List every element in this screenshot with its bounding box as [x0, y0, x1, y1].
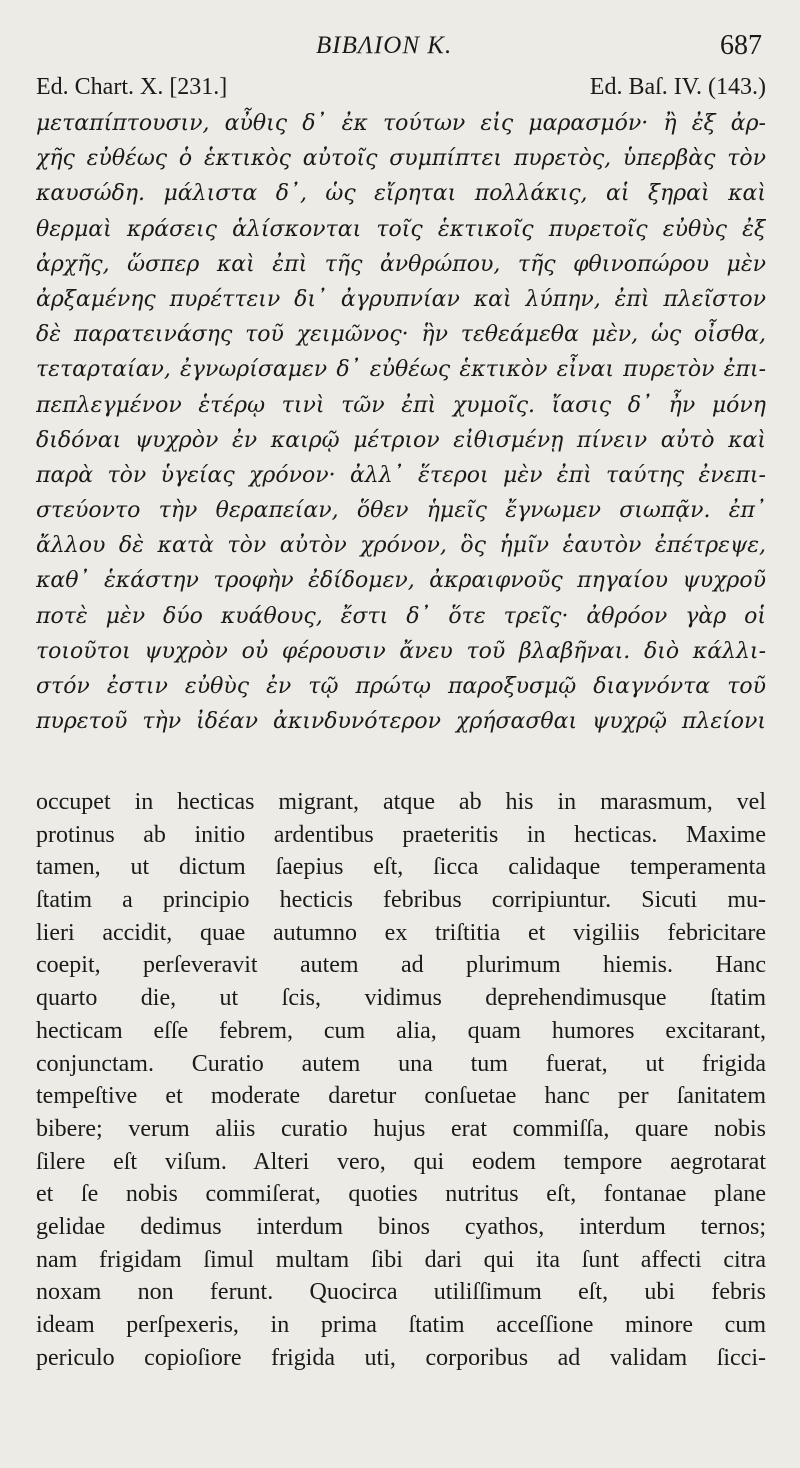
greek-text-line: καθ᾽ ἑκάστην τροφὴν ἐδίδομεν, ἀκραιφνοῦς πηγαίου ψυχροῦ: [36, 568, 766, 594]
latin-text-line: tempeſtive et moderate daretur conſuetae hanc per ſanitatem: [36, 1083, 766, 1110]
latin-text-line: ſtatim a principio hecticis febribus corripiuntur. Sicuti mu-: [36, 887, 766, 914]
greek-text-line: πεπλεγμένον ἑτέρῳ τινὶ τῶν ἐπὶ χυμοῖς. ἴασις δ᾽ ἦν μόνη: [36, 392, 766, 418]
latin-text-line: tamen, ut dictum ſaepius eſt, ſicca calidaque temperamenta: [36, 854, 766, 881]
greek-text-line: καυσώδη. μάλιστα δ᾽, ὡς εἴρηται πολλάκις, αἱ ξηραὶ καὶ: [36, 181, 766, 207]
greek-text-line: δὲ παρατεινάσης τοῦ χειμῶνος· ἣν τεθεάμεθα μὲν, ὡς οἶσθα,: [36, 322, 766, 348]
edition-reference-chartier: Ed. Chart. X. [231.]: [36, 74, 228, 100]
latin-text-line: ſilere eſt viſum. Alteri vero, qui eodem tempore aegrotarat: [36, 1148, 766, 1175]
greek-text-line: τοιοῦτοι ψυχρὸν οὐ φέρουσιν ἄνευ τοῦ βλαβῆναι. διὸ κάλλι-: [36, 638, 766, 664]
latin-text-line: noxam non ferunt. Quocirca utiliſſimum eſt, ubi febris: [36, 1279, 766, 1306]
greek-text-line: μεταπίπτουσιν, αὖθις δ᾽ ἐκ τούτων εἰς μαρασμόν· ἢ ἐξ ἀρ-: [36, 111, 766, 136]
latin-text-line: hecticam eſſe febrem, cum alia, quam humores excitarant,: [36, 1017, 766, 1044]
latin-text-line: lieri accidit, quae autumno ex triſtitia et vigiliis febricitare: [36, 919, 766, 946]
latin-text-line: protinus ab initio ardentibus praeteritis in hecticas. Maxime: [36, 821, 766, 848]
latin-text-line: coepit, perſeveravit autem ad plurimum hiemis. Hanc: [36, 952, 766, 979]
greek-text-line: χῆς εὐθέως ὁ ἑκτικὸς αὐτοῖς συμπίπτει πυρετὸς, ὑπερβὰς τὸν: [36, 146, 766, 172]
latin-text-line: occupet in hecticas migrant, atque ab his in marasmum, vel: [36, 789, 766, 815]
latin-text-line: periculo copioſiore frigida uti, corporibus ad validam ſicci-: [36, 1344, 766, 1371]
greek-text-line: διδόναι ψυχρὸν ἐν καιρῷ μέτριον εἰθισμένῃ πίνειν αὐτὸ καὶ: [36, 427, 766, 453]
greek-text-line: τεταρταίαν, ἐγνωρίσαμεν δ᾽ εὐθέως ἑκτικὸν εἶναι πυρετὸν ἐπι-: [36, 357, 766, 383]
greek-text-line: ἀρξαμένης πυρέττειν δι᾽ ἀγρυπνίαν καὶ λύπην, ἐπὶ πλεῖστον: [36, 286, 766, 312]
greek-text-line: παρὰ τὸν ὑγείας χρόνον· ἀλλ᾽ ἕτεροι μὲν ἐπὶ ταύτης ἐνεπι-: [36, 462, 766, 488]
greek-text-block: [36, 106, 766, 739]
greek-text-line: πυρετοῦ τὴν ἰδέαν ἀκινδυνότερον χρήσασθαι ψυχρῷ πλείονι: [36, 709, 766, 735]
edition-reference-line: [36, 74, 766, 104]
latin-text-line: nam frigidam ſimul multam ſibi dari qui ita ſunt affecti citra: [36, 1246, 766, 1273]
edition-reference-basel: Ed. Baſ. IV. (143.): [589, 74, 766, 100]
latin-text-line: ideam perſpexeris, in prima ſtatim acceſſione minore cum: [36, 1312, 766, 1338]
greek-text-line: θερμαὶ κράσεις ἁλίσκονται τοῖς ἑκτικοῖς πυρετοῖς εὐθὺς ἐξ: [36, 216, 766, 242]
greek-text-line: ἄλλου δὲ κατὰ τὸν αὐτὸν χρόνον, ὃς ἡμῖν ἑαυτὸν ἐπέτρεψε,: [36, 533, 766, 559]
running-title: BIBΛΙΟΝ Κ.: [316, 32, 453, 59]
greek-text-line: στόν ἐστιν εὐθὺς ἐν τῷ πρώτῳ παροξυσμῷ διαγνόντα τοῦ: [36, 674, 766, 699]
latin-text-line: gelidae dedimus interdum binos cyathos, interdum ternos;: [36, 1213, 766, 1240]
latin-text-line: et ſe nobis commiſerat, quoties nutritus eſt, fontanae plane: [36, 1181, 766, 1208]
running-head: [36, 30, 766, 66]
greek-text-line: ἀρχῆς, ὥσπερ καὶ ἐπὶ τῆς ἀνθρώπου, τῆς φθινοπώρου μὲν: [36, 251, 766, 277]
latin-text-line: quarto die, ut ſcis, vidimus deprehendimusque ſtatim: [36, 985, 766, 1012]
page-number: 687: [720, 30, 762, 61]
latin-text-line: bibere; verum aliis curatio hujus erat commiſſa, quare nobis: [36, 1115, 766, 1142]
book-page: [36, 30, 766, 1450]
greek-text-line: στεύοντο τὴν θεραπείαν, ὅθεν ἡμεῖς ἔγνωμεν σιωπᾷν. ἐπ᾽: [36, 498, 766, 524]
latin-text-block: [36, 786, 766, 1374]
greek-text-line: ποτὲ μὲν δύο κυάθους, ἔστι δ᾽ ὅτε τρεῖς· ἀθρόον γὰρ οἱ: [36, 603, 766, 629]
latin-text-line: conjunctam. Curatio autem una tum fuerat, ut frigida: [36, 1050, 766, 1077]
